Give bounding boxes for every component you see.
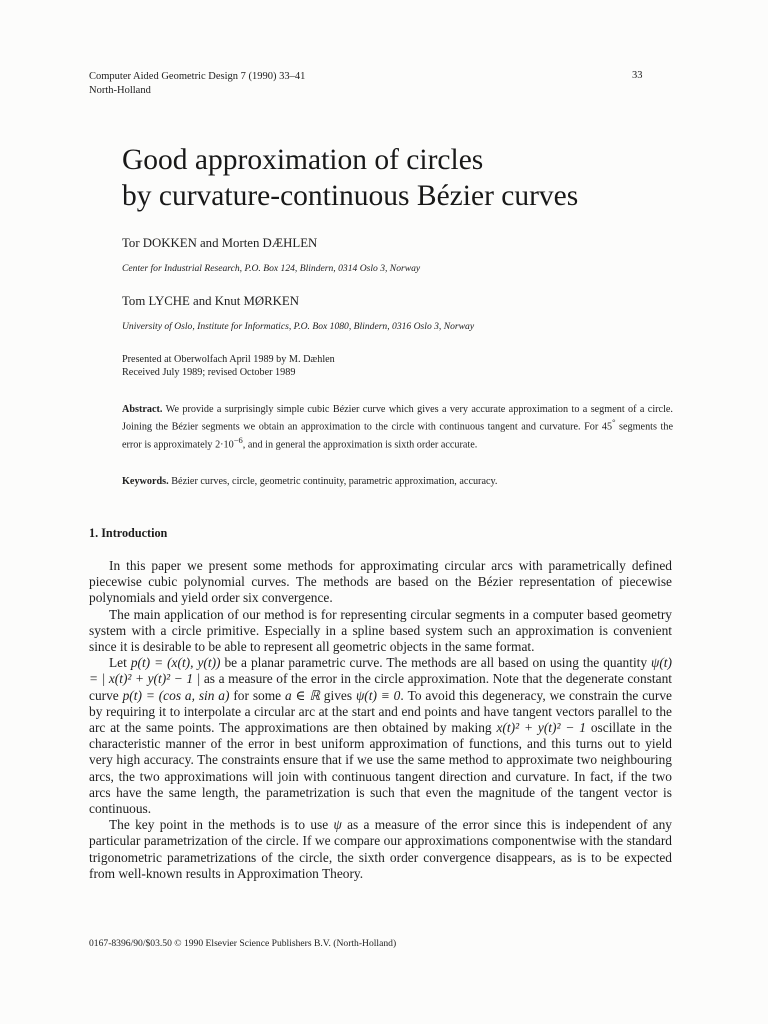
affiliation-2: University of Oslo, Institute for Informatics, P.O. Box 1080, Blindern, 0316 Oslo 3, Norway bbox=[122, 321, 475, 332]
math-psi-zero: ψ(t) ≡ 0 bbox=[355, 687, 401, 703]
keywords-label: Keywords. bbox=[122, 476, 169, 487]
page-number: 33 bbox=[632, 70, 643, 81]
author-group-1: Tor DOKKEN and Morten DÆHLEN bbox=[122, 236, 318, 250]
abstract-label: Abstract. bbox=[122, 404, 163, 415]
abstract bbox=[122, 403, 673, 451]
paragraph-1: In this paper we present some methods for approximating circular arcs with parametrically defined piecewise cubic polynomial curves. The methods are based on the Bézier representation of piecewise polynomials and yield order six convergence. bbox=[89, 558, 672, 606]
journal-header bbox=[89, 70, 305, 98]
p3-text-b: be a planar parametric curve. The methods are all based on using the quantity bbox=[220, 655, 652, 671]
math-p-def: p(t) = (x(t), y(t)) bbox=[130, 655, 221, 671]
p3-text-g: oscillate in the characteristic manner of the error in best uniform approximation of functions, and this turns out to yield very high accuracy. The constraints ensure that if we use the same method to approximate two neighbouring arcs, the two approximations will join with continuous tangent direction and curvature. In fact, if the two arcs have the same length, the parametrization is such that even the magnitude of the tangent vector is continuous. bbox=[89, 720, 673, 817]
body-text bbox=[89, 558, 672, 882]
math-p-const: p(t) = (cos a, sin a) bbox=[122, 687, 230, 703]
abstract-exponent: −6 bbox=[233, 434, 243, 445]
title-line-2: by curvature-continuous Bézier curves bbox=[122, 180, 579, 212]
abstract-text-c: , and in general the approximation is sixth order accurate. bbox=[242, 439, 478, 451]
p3-text-e: gives bbox=[319, 687, 356, 703]
p4-text-b: as a measure of the error since this is independent of any particular parametrization of the circle. If we compare our approximations componentwise with the standard trigonometric parametrizations of the circle, the sixth order convergence disappears, as is to be expected from well-known results in Approximation Theory. bbox=[89, 817, 673, 881]
paragraph-4 bbox=[89, 817, 672, 882]
abstract-text-b: segments the error is approximately 2·10 bbox=[122, 421, 673, 451]
math-psi: ψ bbox=[333, 817, 342, 833]
publication-history bbox=[122, 353, 335, 379]
author-group-2: Tom LYCHE and Knut MØRKEN bbox=[122, 294, 299, 308]
math-psi-def: ψ(t) = | x(t)² + y(t)² − 1 | bbox=[89, 655, 672, 687]
section-heading: 1. Introduction bbox=[89, 526, 168, 540]
abstract-degree: ° bbox=[612, 417, 616, 428]
affiliation-1: Center for Industrial Research, P.O. Box 124, Blindern, 0314 Oslo 3, Norway bbox=[122, 263, 421, 274]
p3-text-c: as a measure of the error in the circle approximation. Note that the degenerate constant curve bbox=[89, 671, 672, 703]
journal-citation: Computer Aided Geometric Design 7 (1990) 33–41 bbox=[89, 71, 306, 82]
paper-title bbox=[122, 142, 578, 214]
keywords bbox=[122, 476, 673, 487]
copyright-footer: 0167-8396/90/$03.50 © 1990 Elsevier Science Publishers B.V. (North-Holland) bbox=[89, 938, 397, 949]
math-a-in-r: a ∈ ℝ bbox=[284, 687, 320, 703]
received-note: Received July 1989; revised October 1989 bbox=[122, 367, 296, 378]
paragraph-2: The main application of our method is for representing circular segments in a computer based geometry system with a circle primitive. Especially in a spline based system such an approximation is convenient since it is desirable to be able to represent all geometric objects in the same format. bbox=[89, 606, 672, 655]
p4-text-a: The key point in the methods is to use bbox=[109, 817, 334, 833]
keywords-text: Bézier curves, circle, geometric continuity, parametric approximation, accuracy. bbox=[171, 476, 498, 487]
presented-note: Presented at Oberwolfach April 1989 by M. Dæhlen bbox=[122, 354, 335, 365]
p3-text-f: . To avoid this degeneracy, we constrain the curve by requiring it to interpolate a circular arc at the start and end points and have tangent vectors parallel to the arc at the same points. The approximations are then obtained by making bbox=[89, 687, 672, 736]
abstract-text-a: We provide a surprisingly simple cubic Bézier curve which gives a very accurate approximation to a segment of a circle. Joining the Bézier segments we obtain an approximation to the circle with continuous tangent and curvature. For 45 bbox=[122, 404, 673, 433]
title-line-1: Good approximation of circles bbox=[122, 144, 484, 176]
p3-text-d: for some bbox=[229, 687, 285, 703]
math-oscillation: x(t)² + y(t)² − 1 bbox=[496, 720, 586, 736]
publisher-place: North-Holland bbox=[89, 85, 151, 96]
p3-text-a: Let bbox=[109, 655, 131, 671]
paragraph-3 bbox=[89, 655, 672, 817]
